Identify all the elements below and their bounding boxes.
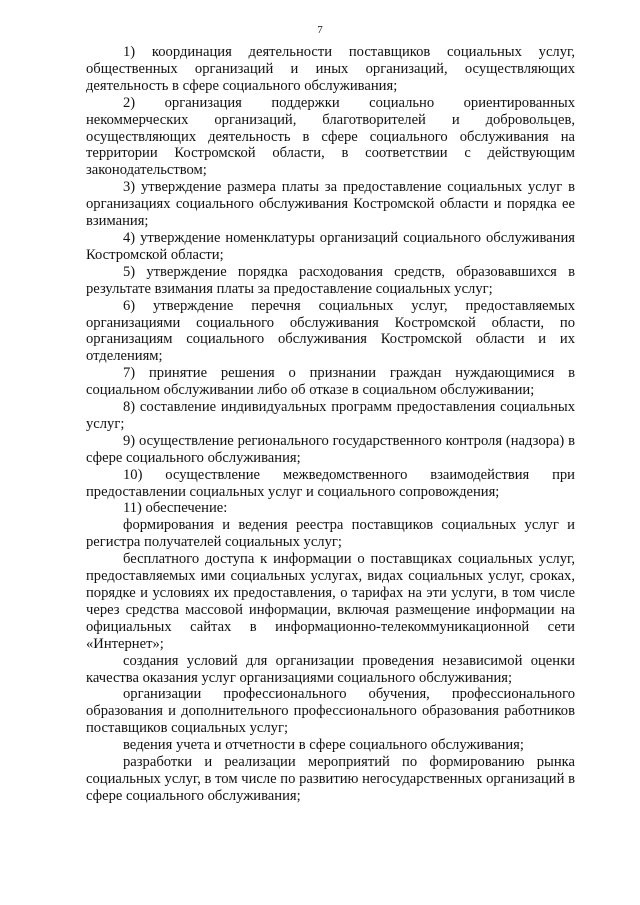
paragraph: формирования и ведения реестра поставщиков социальных услуг и регистра получателей социальных услуг;: [86, 517, 575, 551]
paragraph: бесплатного доступа к информации о поставщиках социальных услуг, предоставляемых ими социальных услугах, видах социальных услуг, сроках, порядке и условиях их предоставления, о тарифах на эти услуги, в том числе через средства массовой информации, включая размещение информации на официальных сайтах в информационно-телекоммуникационной сети «Интернет»;: [86, 551, 575, 652]
paragraph: 11) обеспечение:: [123, 500, 228, 517]
paragraph: 4) утверждение номенклатуры организаций социального обслуживания Костромской области;: [86, 229, 575, 263]
paragraph: 3) утверждение размера платы за предоставление социальных услуг в организациях социального обслуживания Костромской области и порядка ее взимания;: [86, 179, 575, 230]
document-body: [86, 44, 575, 805]
paragraph: разработки и реализации мероприятий по формированию рынка социальных услуг, в том числе по развитию негосударственных организаций в сфере социального обслуживания;: [86, 754, 575, 804]
paragraph: 2) организация поддержки социально ориентированных некоммерческих организаций, благотворителей и добровольцев, осуществляющих деятельность в сфере социального обслуживания на территории Костромской области, в соответствии с действующим законодательством;: [86, 94, 575, 179]
paragraph: организации профессионального обучения, профессионального образования и дополнительного профессионального образования работников поставщиков социальных услуг;: [86, 686, 575, 737]
page-number: 7: [317, 24, 323, 36]
paragraph: 5) утверждение порядка расходования средств, образовавшихся в результате взимания платы за предоставление социальных услуг;: [86, 263, 575, 297]
paragraph: 10) осуществление межведомственного взаимодействия при предоставлении социальных услуг и социального сопровождения;: [86, 466, 575, 500]
paragraph: 6) утверждение перечня социальных услуг, предоставляемых организациями социального обслуживания Костромской области, по организациям социального обслуживания Костромской области и их отделениям;: [86, 297, 575, 365]
paragraph: создания условий для организации проведения независимой оценки качества оказания услуг организациями социального обслуживания;: [86, 652, 575, 686]
paragraph: ведения учета и отчетности в сфере социального обслуживания;: [123, 737, 524, 754]
paragraph: 8) составление индивидуальных программ предоставления социальных услуг;: [86, 399, 575, 432]
paragraph: 9) осуществление регионального государственного контроля (надзора) в сфере социального обслуживания;: [86, 432, 575, 466]
paragraph: 1) координация деятельности поставщиков социальных услуг, общественных организаций и иных организаций, осуществляющих деятельность в сфере социального обслуживания;: [86, 44, 575, 94]
paragraph: 7) принятие решения о признании граждан нуждающимися в социальном обслуживании либо об отказе в социальном обслуживании;: [86, 365, 575, 399]
